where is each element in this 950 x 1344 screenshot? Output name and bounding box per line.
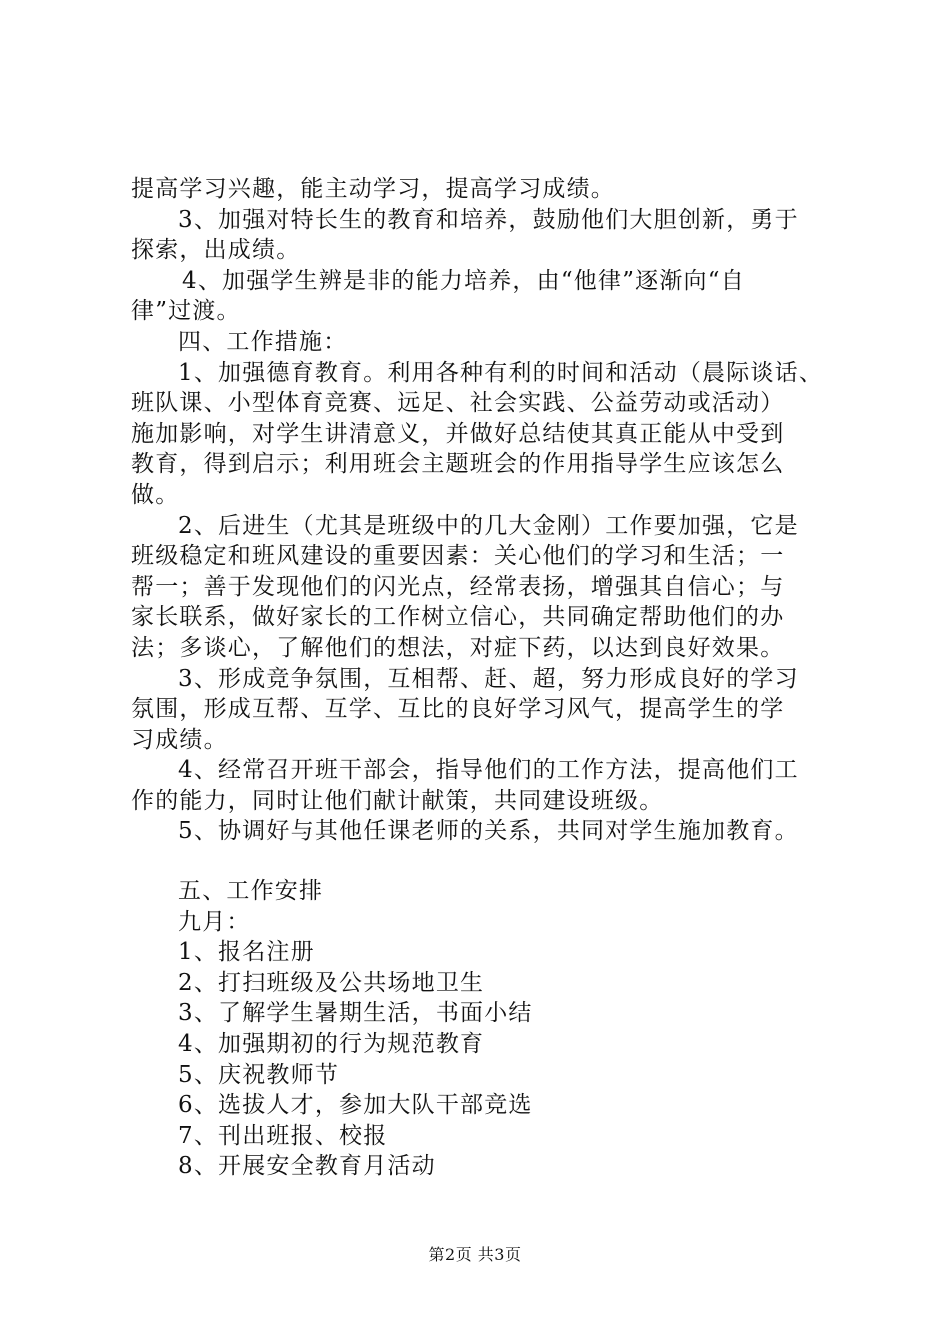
paragraph-line: 习成绩。 — [131, 726, 228, 753]
list-item: 6、选拔人才，参加大队干部竞选 — [178, 1092, 533, 1119]
paragraph-line: 班级稳定和班风建设的重要因素：关心他们的学习和生活；一 — [131, 543, 785, 570]
paragraph-line: 提高学习兴趣，能主动学习，提高学习成绩。 — [131, 176, 615, 202]
paragraph-line: 班队课、小型体育竞赛、远足、社会实践、公益劳动或活动） — [131, 390, 785, 417]
list-item: 1、报名注册 — [178, 939, 315, 966]
paragraph-line: 教育，得到启示；利用班会主题班会的作用指导学生应该怎么 — [131, 451, 785, 478]
paragraph-line: 家长联系，做好家长的工作树立信心，共同确定帮助他们的办 — [131, 604, 785, 631]
section-heading: 四、工作措施： — [178, 328, 348, 355]
list-item: 3、了解学生暑期生活，书面小结 — [178, 1000, 533, 1027]
paragraph-line: 做。 — [131, 481, 180, 508]
list-item: 4、加强期初的行为规范教育 — [178, 1031, 485, 1058]
paragraph-line: 作的能力，同时让他们献计献策，共同建设班级。 — [131, 787, 664, 814]
paragraph-line: 探索，出成绩。 — [131, 237, 301, 264]
paragraph-line: 法；多谈心，了解他们的想法，对症下药，以达到良好效果。 — [131, 634, 785, 661]
paragraph-line: 氛围，形成互帮、互学、互比的良好学习风气，提高学生的学 — [131, 696, 785, 723]
paragraph-line: 施加影响，对学生讲清意义，并做好总结使其真正能从中受到 — [131, 420, 785, 447]
paragraph-line: 3、加强对特长生的教育和培养，鼓励他们大胆创新，勇于 — [178, 206, 799, 233]
list-item: 5、庆祝教师节 — [178, 1061, 340, 1088]
paragraph-line: 4、加强学生辨是非的能力培养，由“他律”逐渐向“自 — [182, 267, 745, 294]
document-body — [131, 174, 831, 1182]
paragraph-line: 律”过渡。 — [131, 298, 241, 325]
blank-line — [131, 847, 831, 876]
paragraph-line: 5、协调好与其他任课老师的关系，共同对学生施加教育。 — [178, 818, 799, 845]
page-footer: 第2页 共3页 — [428, 1245, 522, 1264]
paragraph-line: 4、经常召开班干部会，指导他们的工作方法，提高他们工 — [178, 757, 799, 784]
list-item: 7、刊出班报、校报 — [178, 1122, 388, 1149]
paragraph-line: 2、后进生（尤其是班级中的几大金刚）工作要加强，它是 — [178, 512, 799, 539]
month-heading: 九月： — [178, 908, 251, 935]
list-item: 2、打扫班级及公共场地卫生 — [178, 969, 485, 996]
paragraph-line: 1、加强德育教育。利用各种有利的时间和活动（晨际谈话、 — [178, 359, 824, 386]
paragraph-line: 3、形成竞争氛围，互相帮、赶、超，努力形成良好的学习 — [178, 665, 799, 692]
section-heading: 五、工作安排 — [178, 878, 324, 905]
paragraph-line: 帮一；善于发现他们的闪光点，经常表扬，增强其自信心；与 — [131, 573, 785, 600]
list-item: 8、开展安全教育月活动 — [178, 1153, 436, 1180]
